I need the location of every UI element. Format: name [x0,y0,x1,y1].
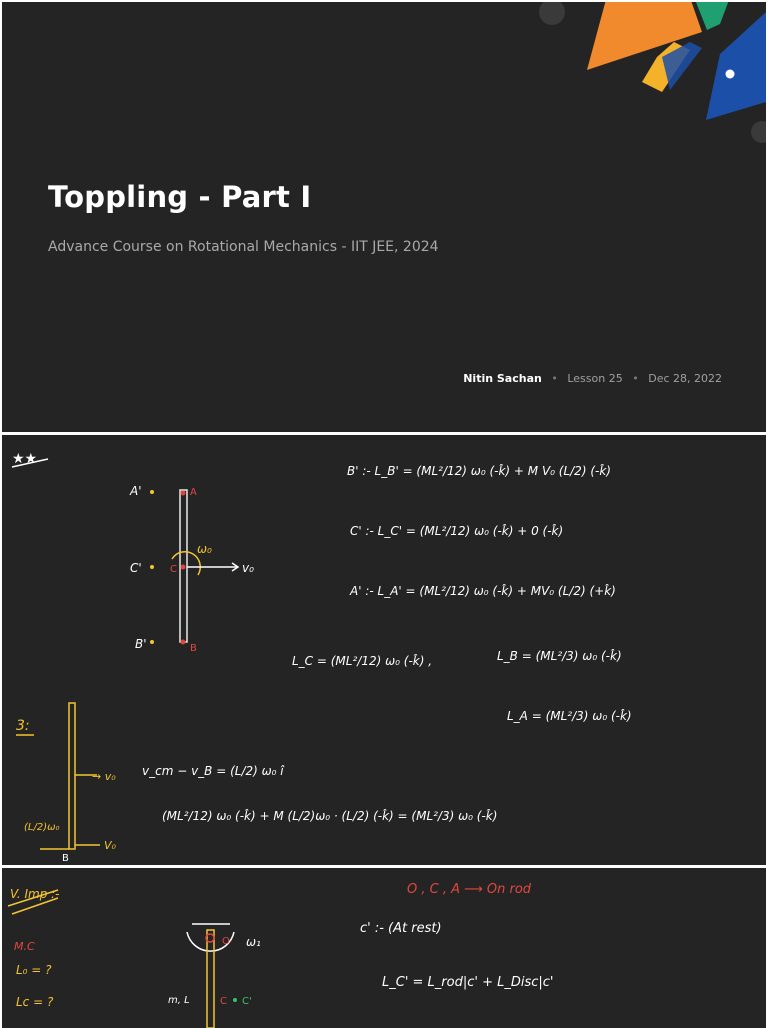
point-b [181,640,186,645]
l-o-question: L₀ = ? [16,963,52,977]
label-b: B [190,643,197,654]
label-c-3: C [220,996,227,1007]
separator-dot: • [551,372,558,385]
rod-diagram-3 [207,930,214,1028]
equation-c-prime: C' :- L_C' = (ML²/12) ω₀ (-k̂) + 0 (-k̂) [350,524,564,538]
mc-label: M.C [14,940,35,953]
page-title: Toppling - Part I [48,180,312,214]
handwritten-notes-2 [2,868,766,1028]
deco-blue-pen [706,12,766,120]
label-omega-half: (L/2)ω₀ [24,822,60,833]
equation-l-a: L_A = (ML²/3) ω₀ (-k̂) [507,709,632,723]
label-b-rod2: B [62,853,69,864]
point-b-prime [150,640,154,644]
mass-label: m, L [168,995,190,1006]
label-c-prime-3: C' [242,996,252,1007]
equation-b-prime: B' :- L_B' = (ML²/12) ω₀ (-k̂) + M V₀ (L/2) (-k̂) [347,464,611,478]
title-slide [2,2,766,432]
deco-circle-gray-2 [751,121,766,143]
label-o: O [222,936,230,947]
deco-circle-gray [539,2,565,25]
angular-momentum-equation: L_C' = L_rod|c' + L_Disc|c' [382,975,554,990]
lesson-meta [463,372,722,385]
point-a-prime [150,490,154,494]
rod-diagram-2 [69,703,75,849]
label-velocity: v₀ [242,561,254,575]
label-b-prime: B' [135,637,147,651]
label-v-top: → v₀ [92,770,116,783]
equation-l-c: L_C = (ML²/12) ω₀ (-k̂) , [292,654,433,668]
relation-equation: v_cm − v_B = (L/2) ω₀ î [142,764,284,778]
notes-slide-1 [2,435,766,865]
label-omega-1: ω₁ [246,935,261,949]
l-c-question: Lc = ? [16,995,54,1009]
lesson-number: Lesson 25 [567,372,623,385]
heading-v-imp: V. Imp :- [10,887,60,901]
c-prime-rest: c' :- (At rest) [360,921,442,936]
handwritten-notes [2,435,766,865]
point-c [181,565,186,570]
separator-dot: • [632,372,639,385]
label-c: C [170,564,177,575]
point-c-prime-3 [233,998,237,1002]
equation-l-b: L_B = (ML²/3) ω₀ (-k̂) [497,649,622,663]
sum-equation: (ML²/12) ω₀ (-k̂) + M (L/2)ω₀ · (L/2) (-k̂) = (ML²/3) ω₀ (-k̂) [162,809,498,823]
lesson-date: Dec 28, 2022 [648,372,722,385]
red-note: O , C , A ⟶ On rod [407,882,532,897]
label-a: A [190,487,197,498]
deco-pen-dot [726,70,735,79]
star-mark: ★★ [12,451,38,467]
equation-a-prime: A' :- L_A' = (ML²/12) ω₀ (-k̂) + MV₀ (L/2) (+k̂) [350,584,616,598]
course-subtitle: Advance Course on Rotational Mechanics - IIT JEE, 2024 [48,239,439,255]
author-name: Nitin Sachan [463,372,542,385]
notes-slide-2 [2,868,766,1028]
section-label: 3: [16,718,30,734]
point-a [181,491,186,496]
label-a-prime: A' [130,484,142,498]
label-c-prime: C' [130,561,142,575]
point-c-prime [150,565,154,569]
label-omega: ω₀ [197,542,212,556]
label-v-bottom: V₀ [104,839,116,852]
decorative-art [2,2,766,432]
